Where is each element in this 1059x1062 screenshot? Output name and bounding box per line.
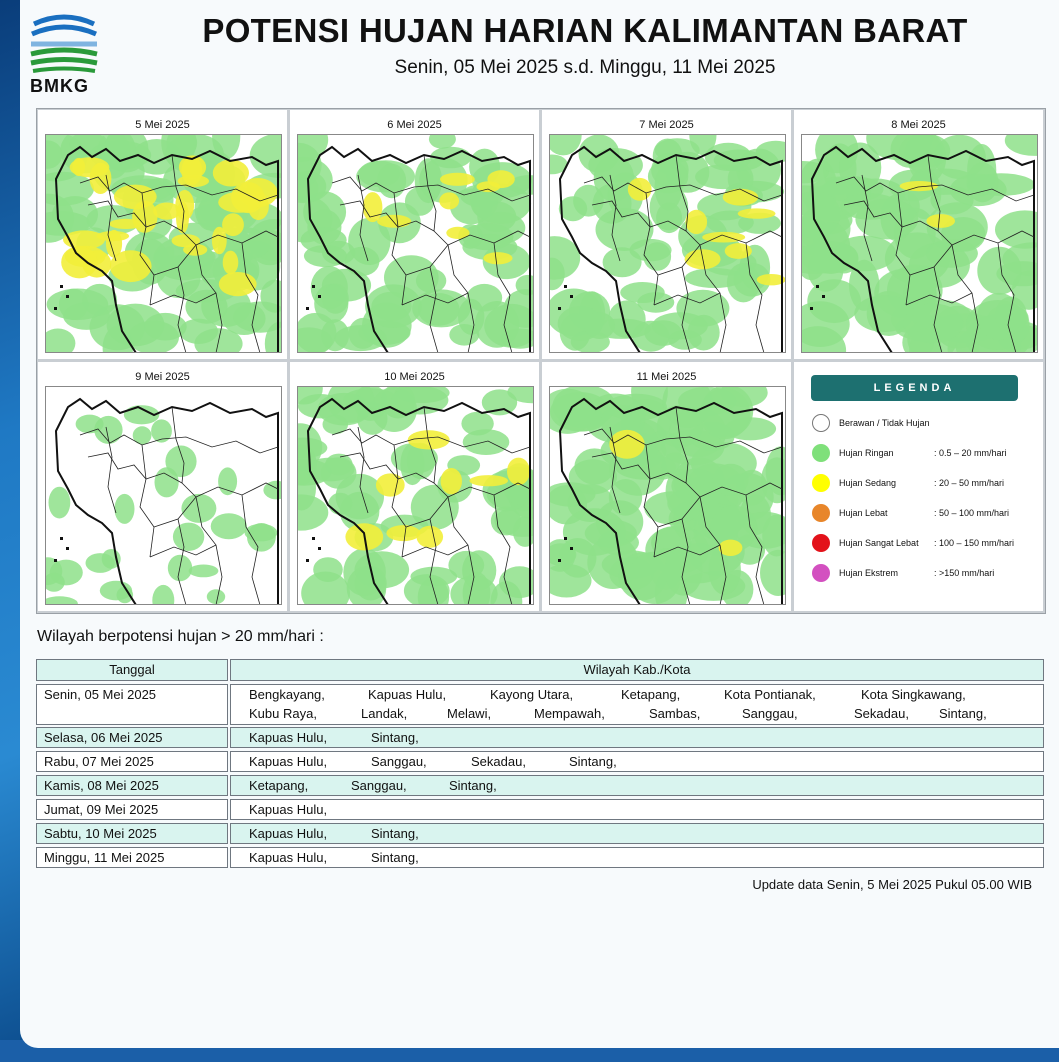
update-note: Update data Senin, 5 Mei 2025 Pukul 05.00 WIB [752, 877, 1032, 892]
legend-swatch [812, 444, 830, 462]
region-name: Sintang, [371, 826, 419, 841]
map-date-label: 6 Mei 2025 [387, 119, 442, 131]
legend-swatch [812, 534, 830, 552]
table-row [36, 823, 1044, 844]
region-name: Sekadau, [471, 754, 526, 769]
table-row [36, 684, 1044, 725]
region-name: Kapuas Hulu, [249, 826, 328, 841]
legend-range: : >150 mm/hari [934, 568, 995, 578]
legend-panel [794, 362, 1043, 611]
region-name: Sanggau, [371, 754, 427, 769]
region-name: Sintang, [569, 754, 617, 769]
legend-title: LEGENDA [811, 375, 1018, 401]
legend-label: Hujan Lebat [839, 508, 888, 518]
map-grid [36, 108, 1046, 614]
legend-label: Hujan Sangat Lebat [839, 538, 919, 548]
legend-item [812, 504, 1037, 524]
region-name: Bengkayang, [249, 687, 325, 702]
rain-map [45, 386, 282, 605]
map-date-label: 7 Mei 2025 [639, 119, 694, 131]
legend-range: : 0.5 – 20 mm/hari [934, 448, 1007, 458]
legend-label: Berawan / Tidak Hujan [839, 418, 930, 428]
map-panel [290, 362, 539, 611]
map-panel [290, 110, 539, 359]
map-date-label: 5 Mei 2025 [135, 119, 190, 131]
region-name: Ketapang, [249, 778, 309, 793]
legend-label: Hujan Ringan [839, 448, 894, 458]
region-name: Kapuas Hulu, [249, 730, 328, 745]
legend-item [812, 564, 1037, 584]
row-date: Minggu, 11 Mei 2025 [36, 847, 228, 868]
rain-map [297, 386, 534, 605]
legend-range: : 50 – 100 mm/hari [934, 508, 1010, 518]
map-panel [38, 110, 287, 359]
row-date: Kamis, 08 Mei 2025 [36, 775, 228, 796]
row-date: Sabtu, 10 Mei 2025 [36, 823, 228, 844]
legend-range: : 100 – 150 mm/hari [934, 538, 1015, 548]
region-name: Kubu Raya, [249, 706, 317, 721]
row-date: Selasa, 06 Mei 2025 [36, 727, 228, 748]
map-date-label: 8 Mei 2025 [891, 119, 946, 131]
table-header-row [36, 659, 1044, 681]
legend-item [812, 444, 1037, 464]
row-regions [230, 727, 1044, 748]
map-panel [542, 110, 791, 359]
region-name: Sintang, [939, 706, 987, 721]
row-regions [230, 823, 1044, 844]
region-name: Sekadau, [854, 706, 909, 721]
map-panel [38, 362, 287, 611]
region-name: Sambas, [649, 706, 701, 721]
rain-map [45, 134, 282, 353]
header-wilayah: Wilayah Kab./Kota [230, 659, 1044, 681]
region-name: Kota Singkawang, [861, 687, 966, 702]
map-date-label: 9 Mei 2025 [135, 371, 190, 383]
region-name: Kapuas Hulu, [249, 850, 328, 865]
table-row [36, 847, 1044, 868]
rain-map [549, 386, 786, 605]
region-name: Sanggau, [742, 706, 798, 721]
map-date-label: 11 Mei 2025 [636, 371, 697, 383]
legend-item [812, 474, 1037, 494]
region-name: Kayong Utara, [490, 687, 574, 702]
rain-map [801, 134, 1038, 353]
region-name: Sintang, [371, 850, 419, 865]
legend-range: : 20 – 50 mm/hari [934, 478, 1005, 488]
legend-label: Hujan Ekstrem [839, 568, 899, 578]
legend-swatch [812, 504, 830, 522]
logo-text: BMKG [30, 76, 89, 96]
region-name: Melawi, [447, 706, 492, 721]
region-name: Kota Pontianak, [724, 687, 816, 702]
region-name: Sintang, [371, 730, 419, 745]
row-regions [230, 847, 1044, 868]
row-regions [230, 684, 1044, 725]
section-label: Wilayah berpotensi hujan > 20 mm/hari : [37, 628, 324, 645]
table-row [36, 775, 1044, 796]
legend-swatch [812, 474, 830, 492]
region-name: Landak, [361, 706, 408, 721]
page-title: POTENSI HUJAN HARIAN KALIMANTAN BARAT [202, 12, 968, 49]
header-tanggal: Tanggal [36, 659, 228, 681]
row-regions [230, 799, 1044, 820]
row-regions [230, 775, 1044, 796]
legend-label: Hujan Sedang [839, 478, 897, 488]
row-date: Senin, 05 Mei 2025 [36, 684, 228, 725]
region-name: Kapuas Hulu, [249, 754, 328, 769]
map-panel [542, 362, 791, 611]
map-date-label: 10 Mei 2025 [384, 371, 445, 383]
legend-swatch [812, 414, 830, 432]
table-row [36, 727, 1044, 748]
legend-item [812, 414, 1037, 434]
rain-map [297, 134, 534, 353]
rain-map [549, 134, 786, 353]
page-subtitle: Senin, 05 Mei 2025 s.d. Minggu, 11 Mei 2025 [394, 57, 776, 78]
row-date: Rabu, 07 Mei 2025 [36, 751, 228, 772]
legend-swatch [812, 564, 830, 582]
region-name: Kapuas Hulu, [249, 802, 328, 817]
region-name: Ketapang, [621, 687, 681, 702]
region-name: Kapuas Hulu, [368, 687, 447, 702]
row-date: Jumat, 09 Mei 2025 [36, 799, 228, 820]
table-row [36, 799, 1044, 820]
row-regions [230, 751, 1044, 772]
region-name: Mempawah, [534, 706, 605, 721]
table-row [36, 751, 1044, 772]
region-name: Sanggau, [351, 778, 407, 793]
map-panel [794, 110, 1043, 359]
region-name: Sintang, [449, 778, 497, 793]
legend-item [812, 534, 1037, 554]
